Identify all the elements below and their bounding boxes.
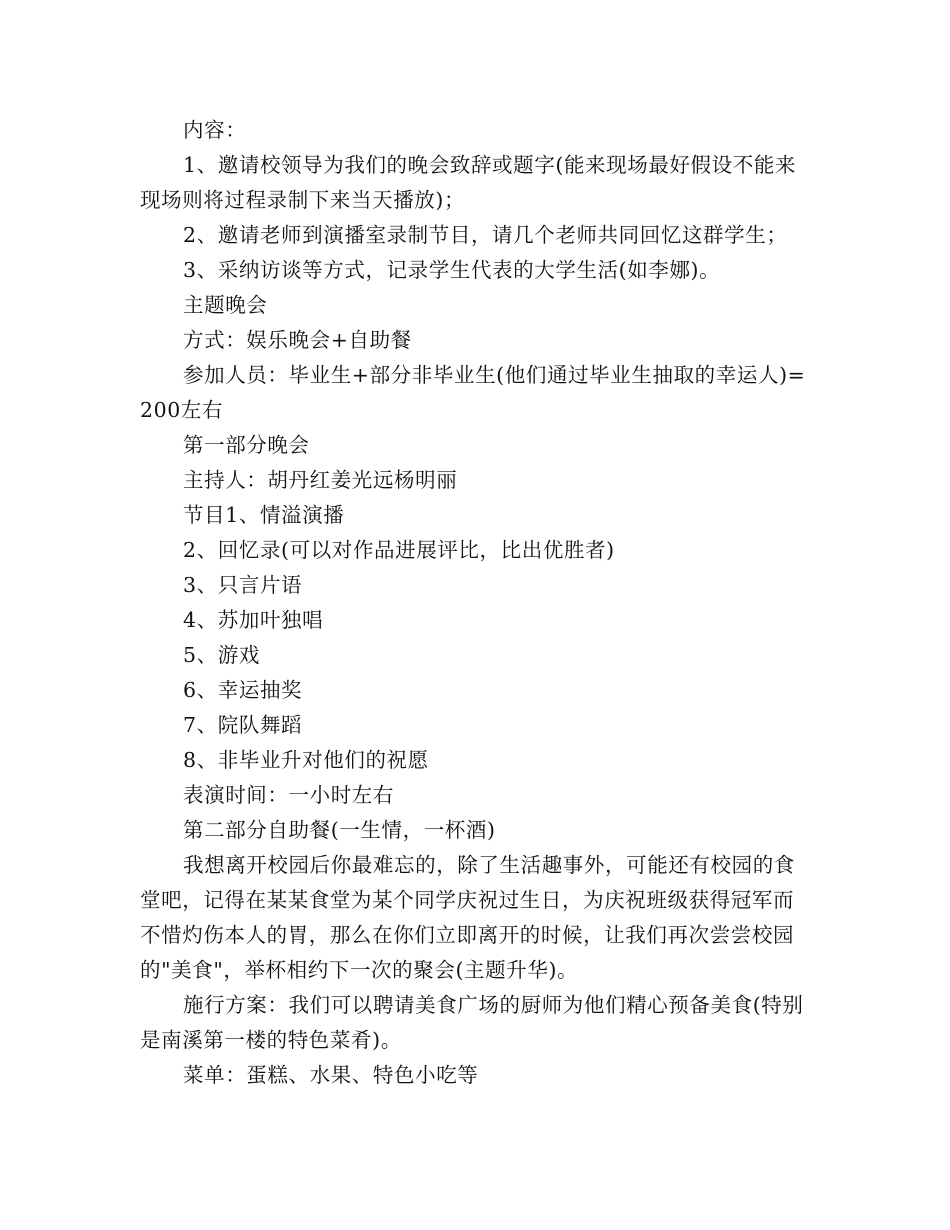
paragraph-memories: 我想离开校园后你最难忘的，除了生活趣事外，可能还有校园的食堂吧，记得在某某食堂为某个同学庆祝过生日，为庆祝班级获得冠军而不惜灼伤本人的胃，那么在你们立即离开的时候，让我们再次尝尝校园的"美食"，举杯相约下一次的聚会(主题升华)。 bbox=[140, 853, 795, 982]
paragraph-menu: 菜单：蛋糕、水果、特色小吃等 bbox=[183, 1063, 479, 1087]
paragraph-program-5: 5、游戏 bbox=[183, 643, 260, 667]
paragraph-part-one: 第一部分晚会 bbox=[183, 433, 310, 457]
paragraph-performance-time: 表演时间：一小时左右 bbox=[183, 783, 394, 807]
paragraph-program-2: 2、回忆录(可以对作品进展评比，比出优胜者) bbox=[183, 538, 615, 562]
paragraph-hosts: 主持人：胡丹红姜光远杨明丽 bbox=[183, 468, 458, 492]
paragraph-item-2: 2、邀请老师到演播室录制节目，请几个老师共同回忆这群学生； bbox=[183, 223, 788, 247]
paragraph-item-1: 1、邀请校领导为我们的晚会致辞或题字(能来现场最好假设不能来现场则将过程录制下来当天播放)； bbox=[140, 153, 797, 212]
document-body bbox=[140, 113, 812, 1093]
paragraph-program-7: 7、院队舞蹈 bbox=[183, 713, 303, 737]
paragraph-format: 方式：娱乐晚会+自助餐 bbox=[183, 328, 412, 352]
paragraph-program-8: 8、非毕业升对他们的祝愿 bbox=[183, 748, 429, 772]
paragraph-theme-party: 主题晚会 bbox=[183, 293, 268, 317]
paragraph-participants: 参加人员：毕业生+部分非毕业生(他们通过毕业生抽取的幸运人)=200左右 bbox=[140, 363, 806, 422]
paragraph-implementation: 施行方案：我们可以聘请美食广场的厨师为他们精心预备美食(特别是南溪第一楼的特色菜肴)。 bbox=[140, 993, 804, 1052]
paragraph-program-4: 4、苏加叶独唱 bbox=[183, 608, 324, 632]
paragraph-part-two: 第二部分自助餐(一生情，一杯酒) bbox=[183, 818, 496, 842]
paragraph-program-3: 3、只言片语 bbox=[183, 573, 303, 597]
paragraph-content-heading: 内容： bbox=[183, 118, 247, 142]
paragraph-program-6: 6、幸运抽奖 bbox=[183, 678, 303, 702]
paragraph-item-3: 3、采纳访谈等方式，记录学生代表的大学生活(如李娜)。 bbox=[183, 258, 721, 282]
paragraph-program-1: 节目1、情溢演播 bbox=[183, 503, 345, 527]
